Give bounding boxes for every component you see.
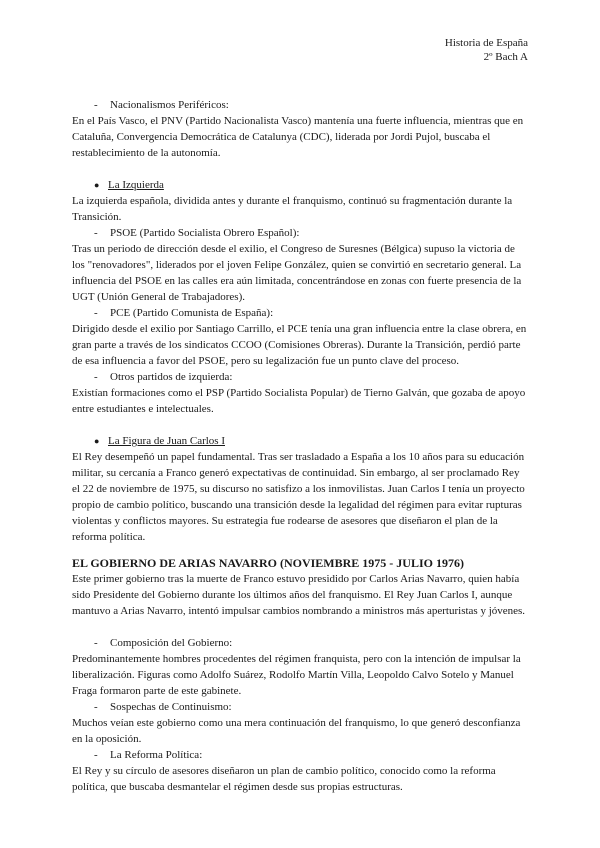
header-subject: Historia de España (444, 37, 528, 49)
reforma-text: El Rey y su círculo de asesores diseñaron un plan de cambio político, conocido como la reforma política, que buscaba desmantelar el régimen desde sus propias estructuras. (72, 765, 496, 793)
psoe-text: Tras un periodo de dirección desde el exilio, el Congreso de Suresnes (Bélgica) supuso la victoria de los "renovadores", liderados por el joven Felipe González, quien se convirtió en secretario general. La influencia del PSOE en las calles era aún limitada, concentrándose en zonas con fuerte presencia de la UGT (Unión General de Trabajadores). (72, 243, 522, 303)
arias-title: EL GOBIERNO DE ARIAS NAVARRO (NOVIEMBRE 1975 - JULIO 1976) (72, 556, 464, 570)
otros-heading: - Otros partidos de izquierda: (94, 371, 233, 383)
otros-text: Existían formaciones como el PSP (Partido Socialista Popular) de Tierno Galván, que gozaba de apoyo entre estudiantes e intelectuales. (72, 387, 526, 415)
juan-carlos-heading: ● La Figura de Juan Carlos I (94, 435, 225, 447)
juan-carlos-text: El Rey desempeñó un papel fundamental. Tras ser trasladado a España a los 10 años para su educación militar, su cercanía a Franco generó expectativas de continuidad. Sin embargo, al ser proclamado Rey el 22 de noviembre de 1975, su discurso no satisfizo a los inmovilistas. Juan Carlos I tenía un proyecto propio de cambio político, buscando una transición desde la legalidad del régimen para evitar rupturas violentas y conflictos mayores. Su estrategia fue rodearse de asesores que diseñaron el plan de la reforma política. (72, 451, 525, 543)
header-course: 2º Bach A (483, 51, 528, 63)
izquierda-intro: La izquierda española, dividida antes y durante el franquismo, continuó su fragmentación durante la Transición. (72, 195, 513, 223)
reforma-heading: - La Reforma Política: (94, 749, 203, 761)
nacionalismos-heading: - Nacionalismos Periféricos: (94, 99, 229, 111)
izquierda-heading: ● La Izquierda (94, 179, 164, 191)
bullet-icon: ● (94, 436, 100, 446)
sospechas-heading: - Sospechas de Continuismo: (94, 701, 232, 713)
psoe-heading: - PSOE (Partido Socialista Obrero Español): (94, 227, 300, 239)
nacionalismos-text: En el País Vasco, el PNV (Partido Nacionalista Vasco) mantenía una fuerte influencia, mientras que en Cataluña, Convergencia Democrática de Catalunya (CDC), liderada por Jordi Pujol, buscaba el restablecimiento de la autonomía. (72, 115, 524, 159)
pce-heading: - PCE (Partido Comunista de España): (94, 307, 274, 319)
sospechas-text: Muchos veían este gobierno como una mera continuación del franquismo, lo que generó desconfianza en la oposición. (72, 717, 521, 745)
document-body (72, 97, 528, 795)
page-header (445, 36, 528, 64)
bullet-icon: ● (94, 180, 100, 190)
arias-intro: Este primer gobierno tras la muerte de Franco estuvo presidido por Carlos Arias Navarro, quien había sido Presidente del Gobierno durante los últimos años del franquismo. El Rey Juan Carlos I, aunque mantuvo a Arias Navarro, intentó impulsar cambios nombrando a ministros más aperturistas y jóvenes. (72, 573, 526, 617)
pce-text: Dirigido desde el exilio por Santiago Carrillo, el PCE tenía una gran influencia entre la clase obrera, en gran parte a través de los sindicatos CCOO (Comisiones Obreras). Durante la Transición, perdió parte de esa influencia a favor del PSOE, pero su legalización fue un punto clave del proceso. (72, 323, 527, 367)
composicion-heading: - Composición del Gobierno: (94, 637, 233, 649)
composicion-text: Predominantemente hombres procedentes del régimen franquista, pero con la intención de impulsar la liberalización. Figuras como Adolfo Suárez, Rodolfo Martín Villa, Leopoldo Calvo Sotelo y Manuel Fraga formaron parte de este gabinete. (72, 653, 521, 697)
